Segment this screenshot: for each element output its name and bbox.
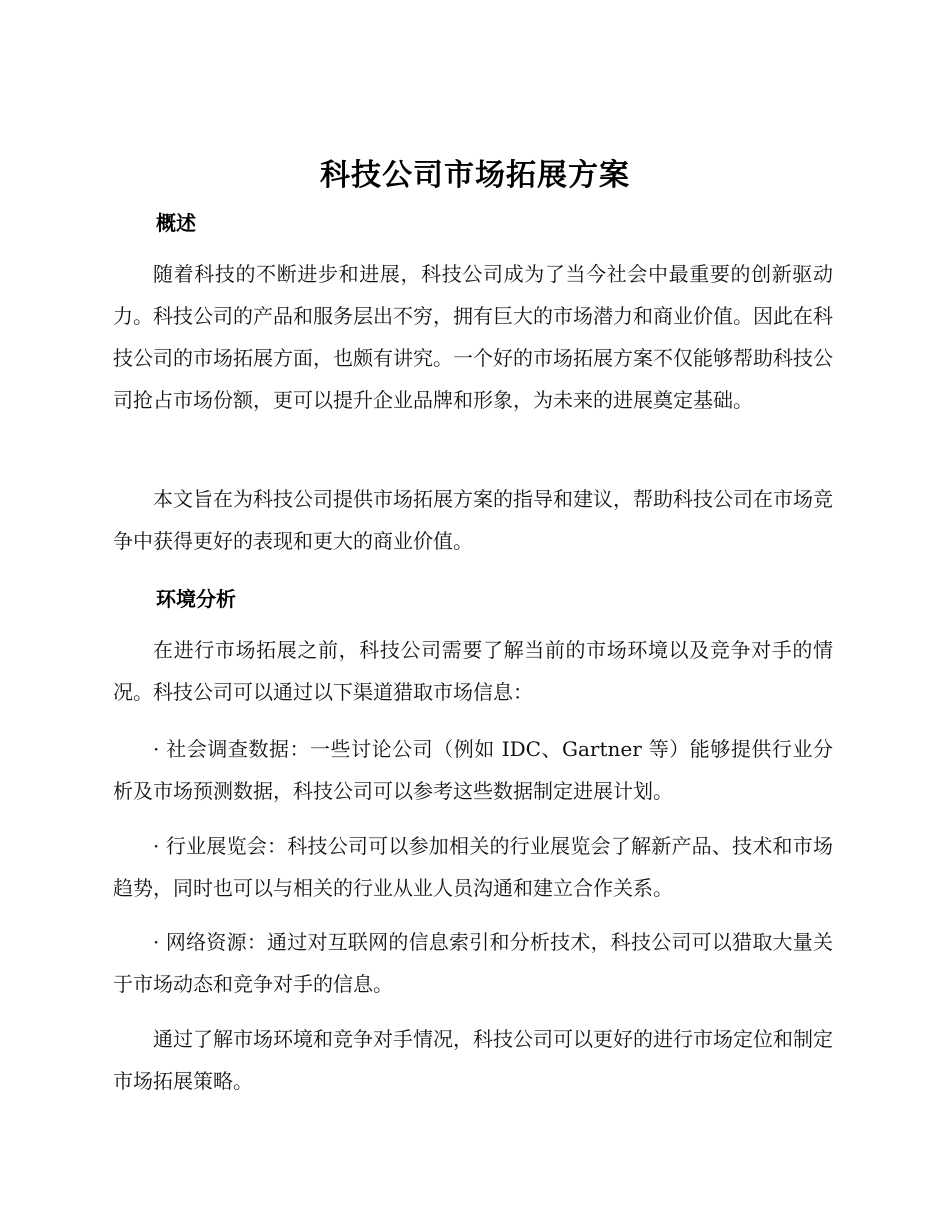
section-heading-overview: 概述	[156, 211, 196, 235]
environment-paragraph-1: 在进行市场拓展之前，科技公司需要了解当前的市场环境以及竞争对手的情况。科技公司可以通过以下渠道猎取市场信息：	[113, 638, 833, 704]
bullet-trade-show: · 行业展览会：科技公司可以参加相关的行业展览会了解新产品、技术和市场趋势，同时也可以与相关的行业从业人员沟通和建立合作关系。	[113, 834, 833, 900]
overview-paragraph-2: 本文旨在为科技公司提供市场拓展方案的指导和建议，帮助科技公司在市场竞争中获得更好的表现和更大的商业价值。	[113, 487, 833, 553]
document-title: 科技公司市场拓展方案	[320, 158, 630, 193]
section-heading-environment: 环境分析	[156, 587, 236, 611]
bullet-survey-data: · 社会调查数据：一些讨论公司（例如 IDC、Gartner 等）能够提供行业分析及市场预测数据，科技公司可以参考这些数据制定进展计划。	[113, 737, 833, 803]
bullet-network-resources: · 网络资源：通过对互联网的信息索引和分析技术，科技公司可以猎取大量关于市场动态和竞争对手的信息。	[113, 930, 833, 996]
overview-paragraph-1: 随着科技的不断进步和进展，科技公司成为了当今社会中最重要的创新驱动力。科技公司的产品和服务层出不穷，拥有巨大的市场潜力和商业价值。因此在科技公司的市场拓展方面，也颇有讲究。一个好的市场拓展方案不仅能够帮助科技公司抢占市场份额，更可以提升企业品牌和形象，为未来的进展奠定基础。	[113, 262, 833, 412]
environment-paragraph-conclusion: 通过了解市场环境和竞争对手情况，科技公司可以更好的进行市场定位和制定市场拓展策略。	[113, 1027, 833, 1093]
